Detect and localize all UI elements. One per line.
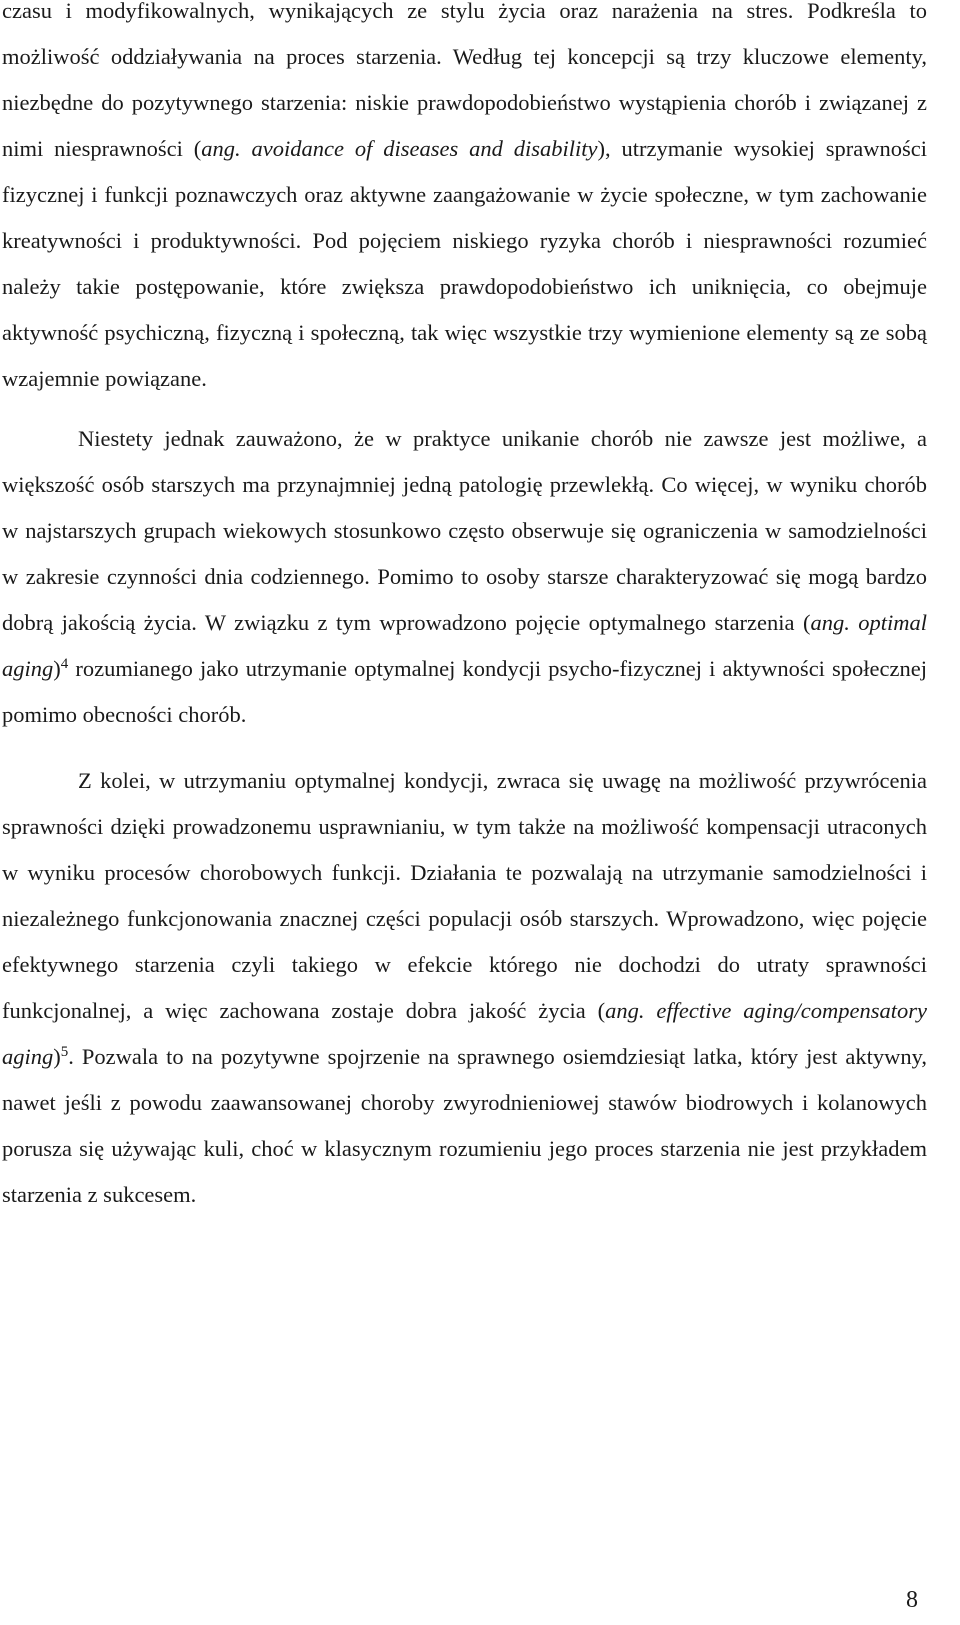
paragraph-text: ) [53,656,61,681]
paragraph-text: Z kolei, w utrzymaniu optymalnej kondycji, zwraca się uwagę na możliwość przywrócenia sprawności dzięki prowadzonemu usprawnianiu, w tym także na możliwość kompensacji utraconych w wyniku procesów chorobowych funkcji. Działania te pozwalają na utrzymanie samodzielności i niezależnego funkcjonowania znacznej części populacji osób starszych. Wprowadzono, więc pojęcie efektywnego starzenia czyli takiego w efekcie którego nie dochodzi do utraty sprawności funkcjonalnej, a więc zachowana zostaje dobra jakość życia ( [2,768,927,1023]
paragraph-text: ) [53,1044,61,1069]
paragraph-positive-aging [2,0,927,402]
paragraph-text: rozumianego jako utrzymanie optymalnej kondycji psycho-fizycznej i aktywności społecznej pomimo obecności chorób. [2,656,927,727]
page-number: 8 [906,1587,918,1613]
paragraph-text: . Pozwala to na pozytywne spojrzenie na sprawnego osiemdziesiąt latka, który jest aktywny, nawet jeśli z powodu zaawansowanej choroby zwyrodnieniowej stawów biodrowych i kolanowych porusza się używając kuli, choć w klasycznym rozumieniu jego proces starzenia nie jest przykładem starzenia z sukcesem. [2,1044,927,1207]
italic-term: ang. avoidance of diseases and disability [201,136,598,161]
footnote-marker[interactable]: 4 [60,656,69,672]
paragraph-effective-aging [2,758,927,1218]
paragraph-text: czasu i modyfikowalnych, wynikających ze stylu życia oraz narażenia na stres. Podkreśla to możliwość oddziaływania na proces starzenia. Według tej koncepcji są trzy kluczowe elementy, niezbędne do pozytywnego starzenia: niskie prawdopodobieństwo wystąpienia chorób i związanej z nimi niesprawności ( [2,0,927,161]
italic-term: ang. optimal aging [2,610,927,681]
paragraph-optimal-aging [2,416,927,738]
footnote-marker[interactable]: 5 [60,1044,69,1060]
paragraph-text: ), utrzymanie wysokiej sprawności fizycznej i funkcji poznawczych oraz aktywne zaangażowanie w życie społeczne, w tym zachowanie kreatywności i produktywności. Pod pojęciem niskiego ryzyka chorób i niesprawności rozumieć należy takie postępowanie, które zwiększa prawdopodobieństwo ich uniknięcia, co obejmuje aktywność psychiczną, fizyczną i społeczną, tak więc wszystkie trzy wymienione elementy są ze sobą wzajemnie powiązane. [2,136,927,391]
paragraph-text: Niestety jednak zauważono, że w praktyce unikanie chorób nie zawsze jest możliwe, a większość osób starszych ma przynajmniej jedną patologię przewlekłą. Co więcej, w wyniku chorób w najstarszych grupach wiekowych stosunkowo często obserwuje się ograniczenia w samodzielności w zakresie czynności dnia codziennego. Pomimo to osoby starsze charakteryzować się mogą bardzo dobrą jakością życia. W związku z tym wprowadzono pojęcie optymalnego starzenia ( [2,426,927,635]
italic-term: ang. effective aging/compensatory aging [2,998,927,1069]
